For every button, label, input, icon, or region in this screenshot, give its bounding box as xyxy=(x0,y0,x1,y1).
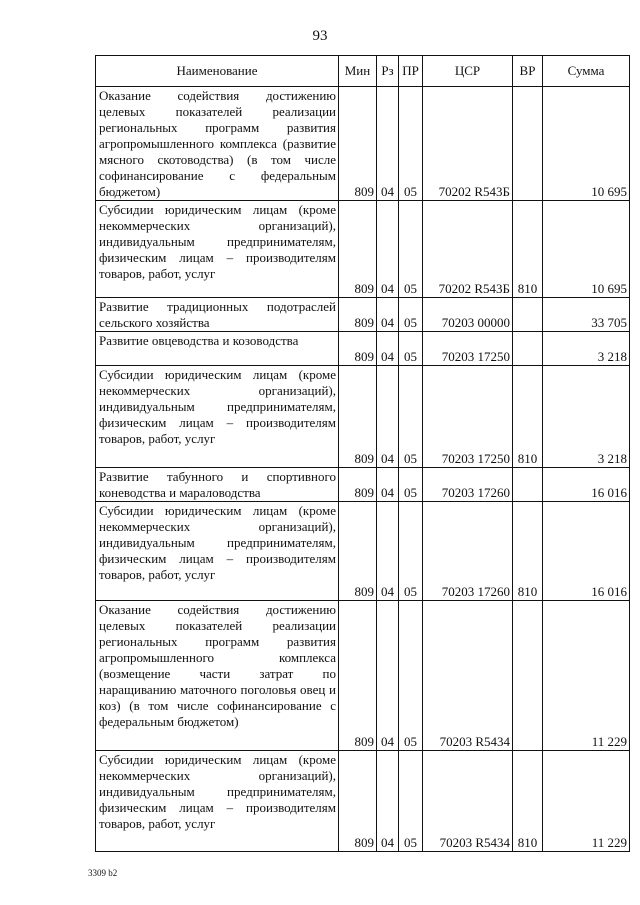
row-name: Развитие табунного и спортивного коневодства и мараловодства xyxy=(96,468,339,502)
row-csr: 70203 17260 xyxy=(423,468,513,502)
row-rz: 04 xyxy=(377,298,399,332)
row-rz: 04 xyxy=(377,502,399,601)
row-name: Субсидии юридическим лицам (кроме некоммерческих организаций), индивидуальным предпринимателям, физическим лицам – производителям товаров, работ, услуг xyxy=(96,502,339,601)
row-csr: 70203 17250 xyxy=(423,366,513,468)
table-row xyxy=(96,502,630,601)
row-pr: 05 xyxy=(399,751,423,852)
row-sum: 3 218 xyxy=(543,332,630,366)
row-pr: 05 xyxy=(399,468,423,502)
row-rz: 04 xyxy=(377,468,399,502)
row-min: 809 xyxy=(339,298,377,332)
column-header-csr: ЦСР xyxy=(423,56,513,87)
row-pr: 05 xyxy=(399,201,423,298)
row-name: Развитие овцеводства и козоводства xyxy=(96,332,339,366)
table-row xyxy=(96,201,630,298)
row-sum: 10 695 xyxy=(543,87,630,201)
budget-table xyxy=(95,55,630,852)
row-min: 809 xyxy=(339,332,377,366)
table-row xyxy=(96,601,630,751)
row-vr: 810 xyxy=(513,201,543,298)
row-rz: 04 xyxy=(377,751,399,852)
row-sum: 16 016 xyxy=(543,468,630,502)
row-min: 809 xyxy=(339,201,377,298)
row-sum: 11 229 xyxy=(543,601,630,751)
row-csr: 70203 R5434 xyxy=(423,601,513,751)
row-name: Субсидии юридическим лицам (кроме некоммерческих организаций), индивидуальным предпринимателям, физическим лицам – производителям товаров, работ, услуг xyxy=(96,751,339,852)
row-sum: 16 016 xyxy=(543,502,630,601)
row-min: 809 xyxy=(339,87,377,201)
row-csr: 70203 00000 xyxy=(423,298,513,332)
column-header-vr: ВР xyxy=(513,56,543,87)
row-csr: 70202 R543Б xyxy=(423,87,513,201)
column-header-pr: ПР xyxy=(399,56,423,87)
row-vr xyxy=(513,468,543,502)
row-rz: 04 xyxy=(377,201,399,298)
row-vr xyxy=(513,332,543,366)
row-sum: 33 705 xyxy=(543,298,630,332)
row-rz: 04 xyxy=(377,332,399,366)
row-csr: 70202 R543Б xyxy=(423,201,513,298)
row-pr: 05 xyxy=(399,332,423,366)
row-min: 809 xyxy=(339,366,377,468)
table-row xyxy=(96,332,630,366)
table-header-row xyxy=(96,56,630,87)
table-row xyxy=(96,87,630,201)
row-name: Оказание содействия достижению целевых показателей реализации региональных программ развития агропромышленного комплекса (возмещение части затрат по наращиванию маточного поголовья овец и коз) (в том числе софинансирование с федеральным бюджетом) xyxy=(96,601,339,751)
row-rz: 04 xyxy=(377,366,399,468)
row-csr: 70203 R5434 xyxy=(423,751,513,852)
row-sum: 11 229 xyxy=(543,751,630,852)
row-min: 809 xyxy=(339,601,377,751)
column-header-rz: Рз xyxy=(377,56,399,87)
row-pr: 05 xyxy=(399,601,423,751)
table-row xyxy=(96,468,630,502)
column-header-min: Мин xyxy=(339,56,377,87)
footer-code: 3309 b2 xyxy=(88,868,118,878)
row-name: Субсидии юридическим лицам (кроме некоммерческих организаций), индивидуальным предпринимателям, физическим лицам – производителям товаров, работ, услуг xyxy=(96,366,339,468)
row-csr: 70203 17250 xyxy=(423,332,513,366)
column-header-name: Наименование xyxy=(96,56,339,87)
table-row xyxy=(96,751,630,852)
row-sum: 10 695 xyxy=(543,201,630,298)
row-name: Оказание содействия достижению целевых показателей реализации региональных программ развития агропромышленного комплекса (развитие мясного скотоводства) (в том числе софинансирование с федеральным бюджетом) xyxy=(96,87,339,201)
row-rz: 04 xyxy=(377,601,399,751)
row-vr xyxy=(513,298,543,332)
row-sum: 3 218 xyxy=(543,366,630,468)
row-vr: 810 xyxy=(513,751,543,852)
row-vr xyxy=(513,601,543,751)
row-pr: 05 xyxy=(399,502,423,601)
row-name: Развитие традиционных подотраслей сельского хозяйства xyxy=(96,298,339,332)
page-number: 93 xyxy=(312,28,328,44)
row-min: 809 xyxy=(339,468,377,502)
column-header-sum: Сумма xyxy=(543,56,630,87)
row-pr: 05 xyxy=(399,298,423,332)
row-csr: 70203 17260 xyxy=(423,502,513,601)
table-row xyxy=(96,298,630,332)
row-vr xyxy=(513,87,543,201)
row-rz: 04 xyxy=(377,87,399,201)
row-min: 809 xyxy=(339,751,377,852)
row-min: 809 xyxy=(339,502,377,601)
row-vr: 810 xyxy=(513,502,543,601)
row-pr: 05 xyxy=(399,366,423,468)
row-vr: 810 xyxy=(513,366,543,468)
row-name: Субсидии юридическим лицам (кроме некоммерческих организаций), индивидуальным предпринимателям, физическим лицам – производителям товаров, работ, услуг xyxy=(96,201,339,298)
row-pr: 05 xyxy=(399,87,423,201)
table-row xyxy=(96,366,630,468)
